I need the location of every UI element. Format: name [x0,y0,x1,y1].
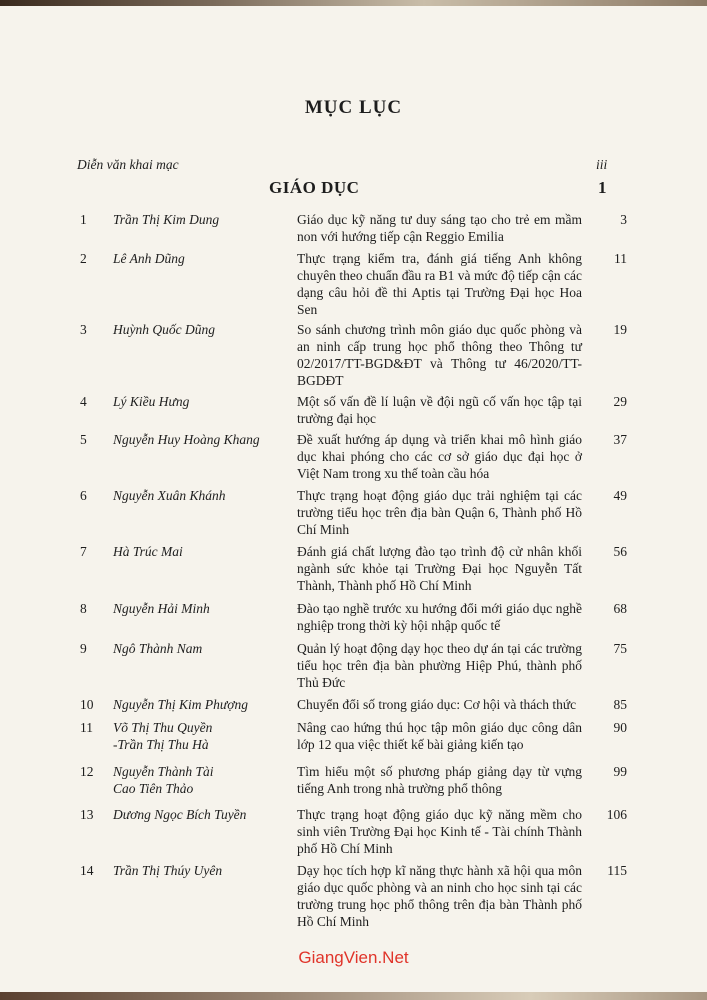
entry-title: Dạy học tích hợp kĩ năng thực hành xã hội qua môn giáo dục quốc phòng và an ninh cho học sinh tại các trường trung học phổ thông trên địa bàn Thành phố Hồ Chí Minh [297,863,582,929]
entry-page: 49 [613,488,627,503]
entry-author: Nguyễn Huy Hoàng Khang [113,432,260,447]
entry-number: 8 [80,601,87,616]
entry-author: Huỳnh Quốc Dũng [113,322,215,337]
entry-title: Quản lý hoạt động dạy học theo dự án tại các trường tiểu học trên địa bàn phường Hiệp Phú, thành phố Thủ Đức [297,641,582,690]
opening-speech-page: iii [596,157,608,172]
entry-page: 115 [607,863,627,878]
entry-number: 3 [80,322,87,337]
opening-speech-label: Diễn văn khai mạc [77,157,179,172]
entry-page: 37 [613,432,627,447]
entry-title: Đề xuất hướng áp dụng và triển khai mô hình giáo dục khai phóng cho các cơ sở giáo dục đại học ở Việt Nam trong xu thế toàn cầu hóa [297,432,582,481]
entry-page: 106 [606,807,627,822]
entry-author: Lý Kiều Hưng [113,394,190,409]
entry-page: 3 [620,212,627,227]
entry-number: 14 [80,863,94,878]
entry-author: Nguyễn Thị Kim Phượng [113,697,248,712]
entry-page: 90 [613,720,627,735]
entry-number: 13 [80,807,94,822]
watermark: GiangVien.Net [298,948,409,967]
entry-page: 99 [613,764,627,779]
page-edge-top [0,0,707,6]
entry-number: 12 [80,764,94,779]
entry-number: 1 [80,212,87,227]
entry-title: Chuyển đổi số trong giáo dục: Cơ hội và thách thức [297,697,577,712]
entry-author: Trần Thị Kim Dung [113,212,220,227]
entry-author: Trần Thị Thúy Uyên [113,863,223,878]
entry-page: 56 [613,544,627,559]
entry-author: Nguyễn Thành Tài Cao Tiên Thảo [113,764,214,796]
entry-title: Tìm hiểu một số phương pháp giảng dạy từ vựng tiếng Anh trong nhà trường phổ thông [297,764,582,796]
entry-title: Giáo dục kỹ năng tư duy sáng tạo cho trẻ em mầm non với hướng tiếp cận Reggio Emilia [297,212,582,244]
entry-page: 11 [614,251,627,266]
entry-number: 5 [80,432,87,447]
entry-author: Nguyễn Xuân Khánh [113,488,226,503]
entry-page: 29 [613,394,627,409]
entry-number: 2 [80,251,87,266]
section-title: GIÁO DỤC [269,178,360,197]
entry-title: Thực trạng hoạt động giáo dục trải nghiệm tại các trường tiểu học trên địa bàn Quận 6, Thành phố Hồ Chí Minh [297,488,582,537]
entry-author: Dương Ngọc Bích Tuyền [113,807,247,822]
entry-number: 4 [80,394,87,409]
entry-number: 7 [80,544,87,559]
entry-number: 9 [80,641,87,656]
entry-author: Võ Thị Thu Quyền -Trần Thị Thu Hà [113,720,213,752]
entry-author: Ngô Thành Nam [113,641,203,656]
entry-page: 19 [613,322,627,337]
entry-title: Đào tạo nghề trước xu hướng đổi mới giáo dục nghề nghiệp trong thời kỳ hội nhập quốc tế [297,601,582,633]
page-title: MỤC LỤC [304,97,403,118]
entry-title: Đánh giá chất lượng đào tạo trình độ cử nhân khối ngành sức khỏe tại Trường Đại học Nguyễn Tất Thành, Thành phố Hồ Chí Minh [297,544,582,593]
entry-page: 68 [613,601,627,616]
entry-number: 11 [80,720,93,735]
entry-author: Nguyễn Hải Minh [113,601,210,616]
entry-author: Hà Trúc Mai [113,544,183,559]
section-page: 1 [598,178,607,197]
page-edge-bottom [0,992,707,1000]
entry-number: 6 [80,488,87,503]
entry-page: 85 [613,697,627,712]
entry-number: 10 [80,697,94,712]
entry-title: Nâng cao hứng thú học tập môn giáo dục công dân lớp 12 qua việc thiết kế bài giảng kiến tạo [297,720,582,752]
entry-author: Lê Anh Dũng [113,251,185,266]
entry-title: Thực trạng kiểm tra, đánh giá tiếng Anh không chuyên theo chuẩn đầu ra B1 và mức độ tiếp cận các dạng câu hỏi đề thi Aptis tại Trường Đại học Hoa Sen [297,251,582,317]
entry-title: So sánh chương trình môn giáo dục quốc phòng và an ninh cấp trung học phổ thông theo Thông tư 02/2017/TT-BGD&ĐT và Thông tư 46/2020/TT-BGDĐT [297,322,582,388]
entry-title: Thực trạng hoạt động giáo dục kỹ năng mềm cho sinh viên Trường Đại học Kinh tế - Tài chính Thành phố Hồ Chí Minh [297,807,582,856]
entry-title: Một số vấn đề lí luận về đội ngũ cố vấn học tập tại trường đại học [297,394,582,426]
entry-page: 75 [613,641,627,656]
